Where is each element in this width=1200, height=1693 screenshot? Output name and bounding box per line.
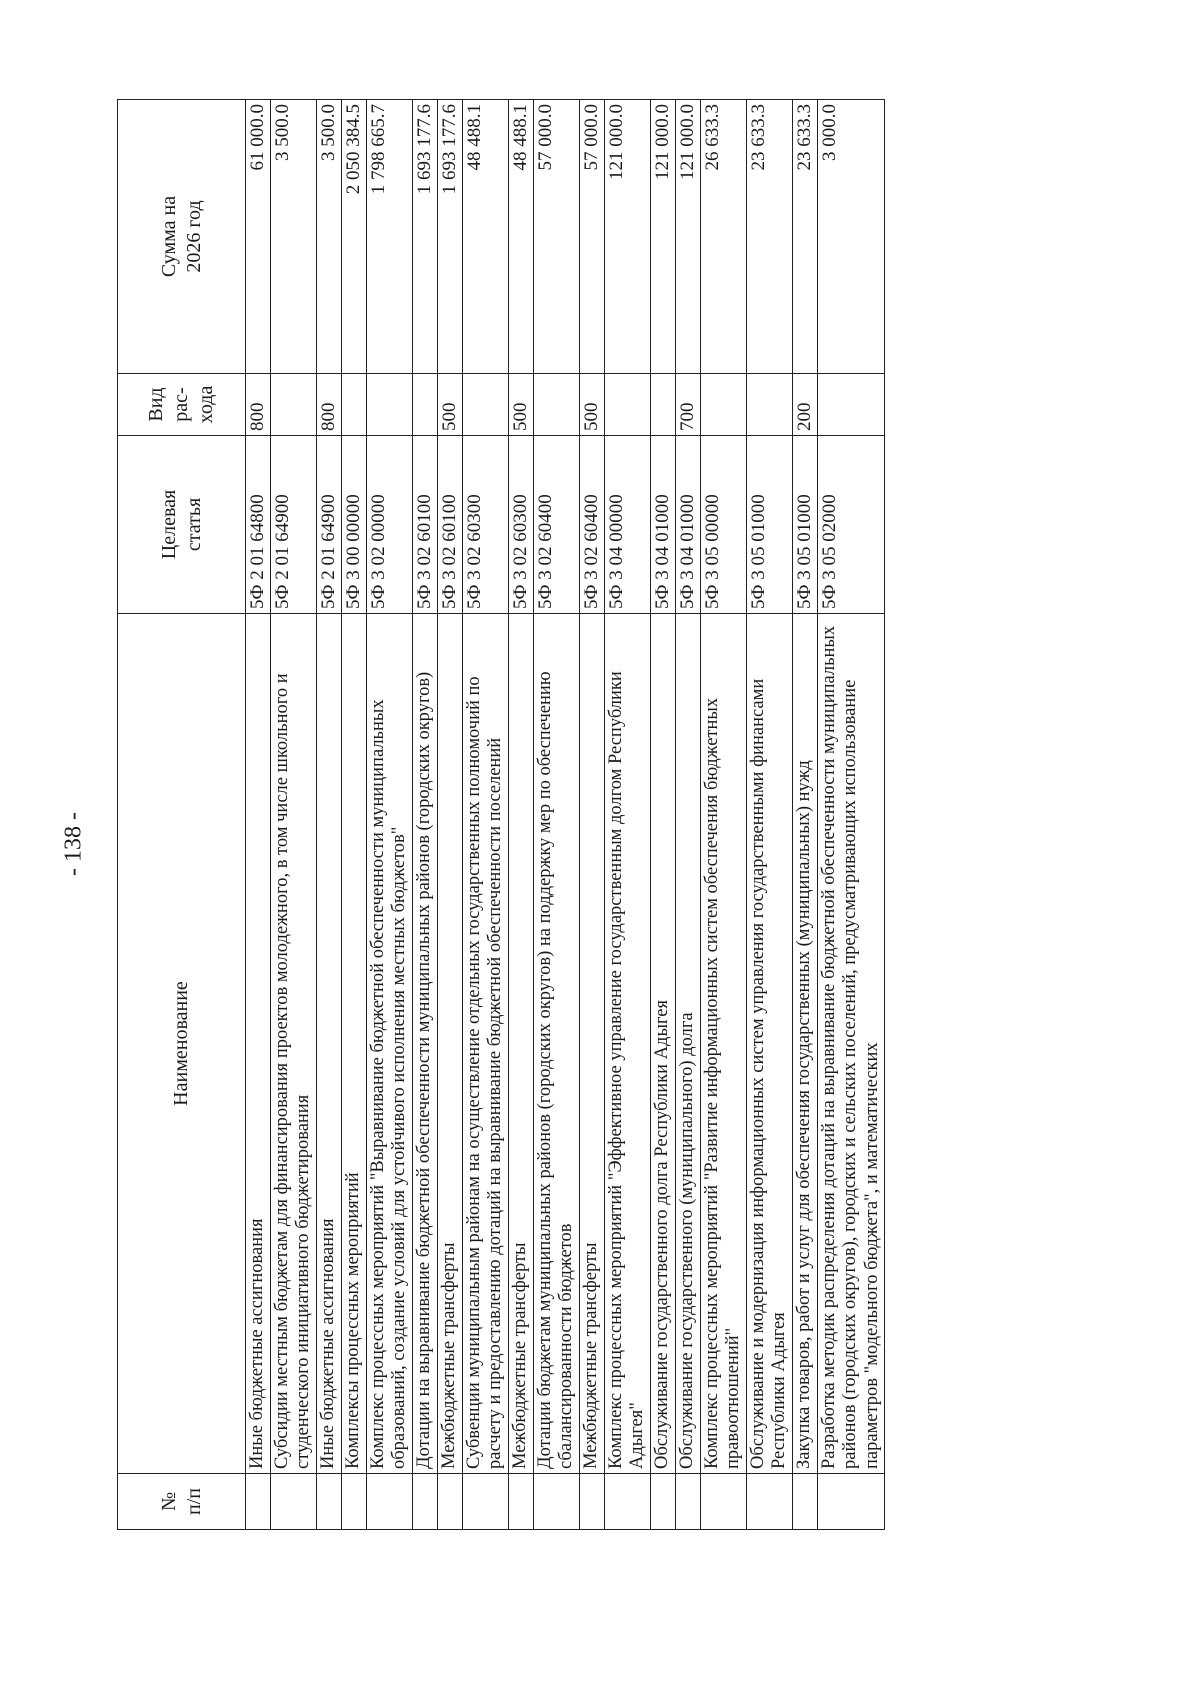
name-cell: Дотации на выравнивание бюджетной обеспеченности муниципальных районов (городских округов) xyxy=(412,614,437,1474)
name-cell: Закупка товаров, работ и услуг для обеспечения государственных (муниципальных) нужд xyxy=(792,614,817,1474)
code-cell: 5Ф 3 04 01000 xyxy=(650,436,675,614)
name-cell: Субвенции муниципальным районам на осуществление отдельных государственных полномочий по расчету и предоставлению дотаций на выравнивание бюджетной обеспеченности поселений xyxy=(462,614,508,1474)
code-cell: 5Ф 3 02 60400 xyxy=(579,436,604,614)
code-cell: 5Ф 3 02 60100 xyxy=(437,436,462,614)
name-cell: Обслуживание государственного (муниципального) долга xyxy=(675,614,700,1474)
sum-cell: 3 500.0 xyxy=(271,100,317,374)
header-target-article: Целевая статья xyxy=(118,436,246,614)
code-cell: 5Ф 3 00 00000 xyxy=(341,436,366,614)
num-cell xyxy=(367,1474,413,1530)
code-cell: 5Ф 3 05 01000 xyxy=(746,436,792,614)
type-cell xyxy=(700,374,746,436)
header-num: № п/п xyxy=(118,1474,246,1530)
type-cell: 500 xyxy=(579,374,604,436)
table-row xyxy=(817,100,884,1530)
name-cell: Дотации бюджетам муниципальных районов (городских округов) на поддержку мер по обеспечению сбалансированности бюджетов xyxy=(533,614,579,1474)
table-row xyxy=(700,100,746,1530)
sum-cell: 48 488.1 xyxy=(462,100,508,374)
header-sum-2026: Сумма на 2026 год xyxy=(118,100,246,374)
name-cell: Обслуживание и модернизация информационных систем управления государственными финансами Республики Адыгея xyxy=(746,614,792,1474)
page-number: - 138 - xyxy=(60,812,87,876)
name-cell: Комплексы процессных мероприятий xyxy=(341,614,366,1474)
name-cell: Межбюджетные трансферты xyxy=(437,614,462,1474)
num-cell xyxy=(246,1474,271,1530)
sum-cell: 3 500.0 xyxy=(316,100,341,374)
table-row xyxy=(650,100,675,1530)
code-cell: 5Ф 3 04 00000 xyxy=(604,436,650,614)
code-cell: 5Ф 2 01 64900 xyxy=(271,436,317,614)
table-row xyxy=(604,100,650,1530)
num-cell xyxy=(817,1474,884,1530)
num-cell xyxy=(412,1474,437,1530)
type-cell: 500 xyxy=(508,374,533,436)
code-cell: 5Ф 3 05 01000 xyxy=(792,436,817,614)
num-cell xyxy=(746,1474,792,1530)
name-cell: Комплекс процессных мероприятий "Эффективное управление государственным долгом Республики Адыгея" xyxy=(604,614,650,1474)
num-cell xyxy=(508,1474,533,1530)
num-cell xyxy=(792,1474,817,1530)
table-row xyxy=(579,100,604,1530)
type-cell: 700 xyxy=(675,374,700,436)
type-cell xyxy=(817,374,884,436)
name-cell: Комплекс процессных мероприятий "Выравнивание бюджетной обеспеченности муниципальных образований, создание условий для устойчивого исполнения местных бюджетов" xyxy=(367,614,413,1474)
code-cell: 5Ф 3 02 60300 xyxy=(508,436,533,614)
num-cell xyxy=(604,1474,650,1530)
sum-cell: 121 000.0 xyxy=(604,100,650,374)
code-cell: 5Ф 3 04 01000 xyxy=(675,436,700,614)
table-body xyxy=(246,100,885,1530)
table-row xyxy=(746,100,792,1530)
table-row xyxy=(462,100,508,1530)
table-row xyxy=(792,100,817,1530)
table-row xyxy=(316,100,341,1530)
name-cell: Иные бюджетные ассигнования xyxy=(316,614,341,1474)
rotated-page-content xyxy=(117,100,1200,1530)
code-cell: 5Ф 2 01 64900 xyxy=(316,436,341,614)
type-cell xyxy=(746,374,792,436)
sum-cell: 2 050 384.5 xyxy=(341,100,366,374)
header-expense-type: Вид рас- хода xyxy=(118,374,246,436)
table-row xyxy=(508,100,533,1530)
type-cell xyxy=(650,374,675,436)
num-cell xyxy=(675,1474,700,1530)
sum-cell: 3 000.0 xyxy=(817,100,884,374)
budget-table xyxy=(117,99,885,1530)
type-cell: 800 xyxy=(246,374,271,436)
code-cell: 5Ф 2 01 64800 xyxy=(246,436,271,614)
sum-cell: 121 000.0 xyxy=(675,100,700,374)
num-cell xyxy=(437,1474,462,1530)
sum-cell: 1 798 665.7 xyxy=(367,100,413,374)
code-cell: 5Ф 3 02 60300 xyxy=(462,436,508,614)
table-header-row xyxy=(118,100,246,1530)
num-cell xyxy=(341,1474,366,1530)
table-row xyxy=(367,100,413,1530)
sum-cell: 1 693 177.6 xyxy=(437,100,462,374)
name-cell: Межбюджетные трансферты xyxy=(508,614,533,1474)
sum-cell: 48 488.1 xyxy=(508,100,533,374)
name-cell: Иные бюджетные ассигнования xyxy=(246,614,271,1474)
num-cell xyxy=(533,1474,579,1530)
name-cell: Межбюджетные трансферты xyxy=(579,614,604,1474)
type-cell xyxy=(604,374,650,436)
num-cell xyxy=(316,1474,341,1530)
type-cell xyxy=(367,374,413,436)
type-cell xyxy=(341,374,366,436)
name-cell: Разработка методик распределения дотаций на выравнивание бюджетной обеспеченности муниципальных районов (городских округов), городских и сельских поселений, предусматривающих использование параметров "модельного бюджета", и математических xyxy=(817,614,884,1474)
type-cell xyxy=(412,374,437,436)
sum-cell: 61 000.0 xyxy=(246,100,271,374)
type-cell: 200 xyxy=(792,374,817,436)
table-row xyxy=(271,100,317,1530)
num-cell xyxy=(462,1474,508,1530)
type-cell: 500 xyxy=(437,374,462,436)
type-cell xyxy=(533,374,579,436)
num-cell xyxy=(700,1474,746,1530)
sum-cell: 121 000.0 xyxy=(650,100,675,374)
name-cell: Обслуживание государственного долга Республики Адыгея xyxy=(650,614,675,1474)
num-cell xyxy=(650,1474,675,1530)
type-cell xyxy=(271,374,317,436)
sum-cell: 23 633.3 xyxy=(746,100,792,374)
code-cell: 5Ф 3 05 02000 xyxy=(817,436,884,614)
type-cell xyxy=(462,374,508,436)
sum-cell: 57 000.0 xyxy=(533,100,579,374)
num-cell xyxy=(271,1474,317,1530)
sum-cell: 57 000.0 xyxy=(579,100,604,374)
code-cell: 5Ф 3 05 00000 xyxy=(700,436,746,614)
header-name: Наименование xyxy=(118,614,246,1474)
code-cell: 5Ф 3 02 00000 xyxy=(367,436,413,614)
sum-cell: 26 633.3 xyxy=(700,100,746,374)
name-cell: Комплекс процессных мероприятий "Развитие информационных систем обеспечения бюджетных правоотношений" xyxy=(700,614,746,1474)
type-cell: 800 xyxy=(316,374,341,436)
num-cell xyxy=(579,1474,604,1530)
sum-cell: 1 693 177.6 xyxy=(412,100,437,374)
code-cell: 5Ф 3 02 60100 xyxy=(412,436,437,614)
table-row xyxy=(437,100,462,1530)
code-cell: 5Ф 3 02 60400 xyxy=(533,436,579,614)
sum-cell: 23 633.3 xyxy=(792,100,817,374)
table-row xyxy=(341,100,366,1530)
name-cell: Субсидии местным бюджетам для финансирования проектов молодежного, в том числе школьного и студенческого инициативного бюджетирования xyxy=(271,614,317,1474)
table-row xyxy=(533,100,579,1530)
table-row xyxy=(675,100,700,1530)
table-row xyxy=(246,100,271,1530)
table-row xyxy=(412,100,437,1530)
